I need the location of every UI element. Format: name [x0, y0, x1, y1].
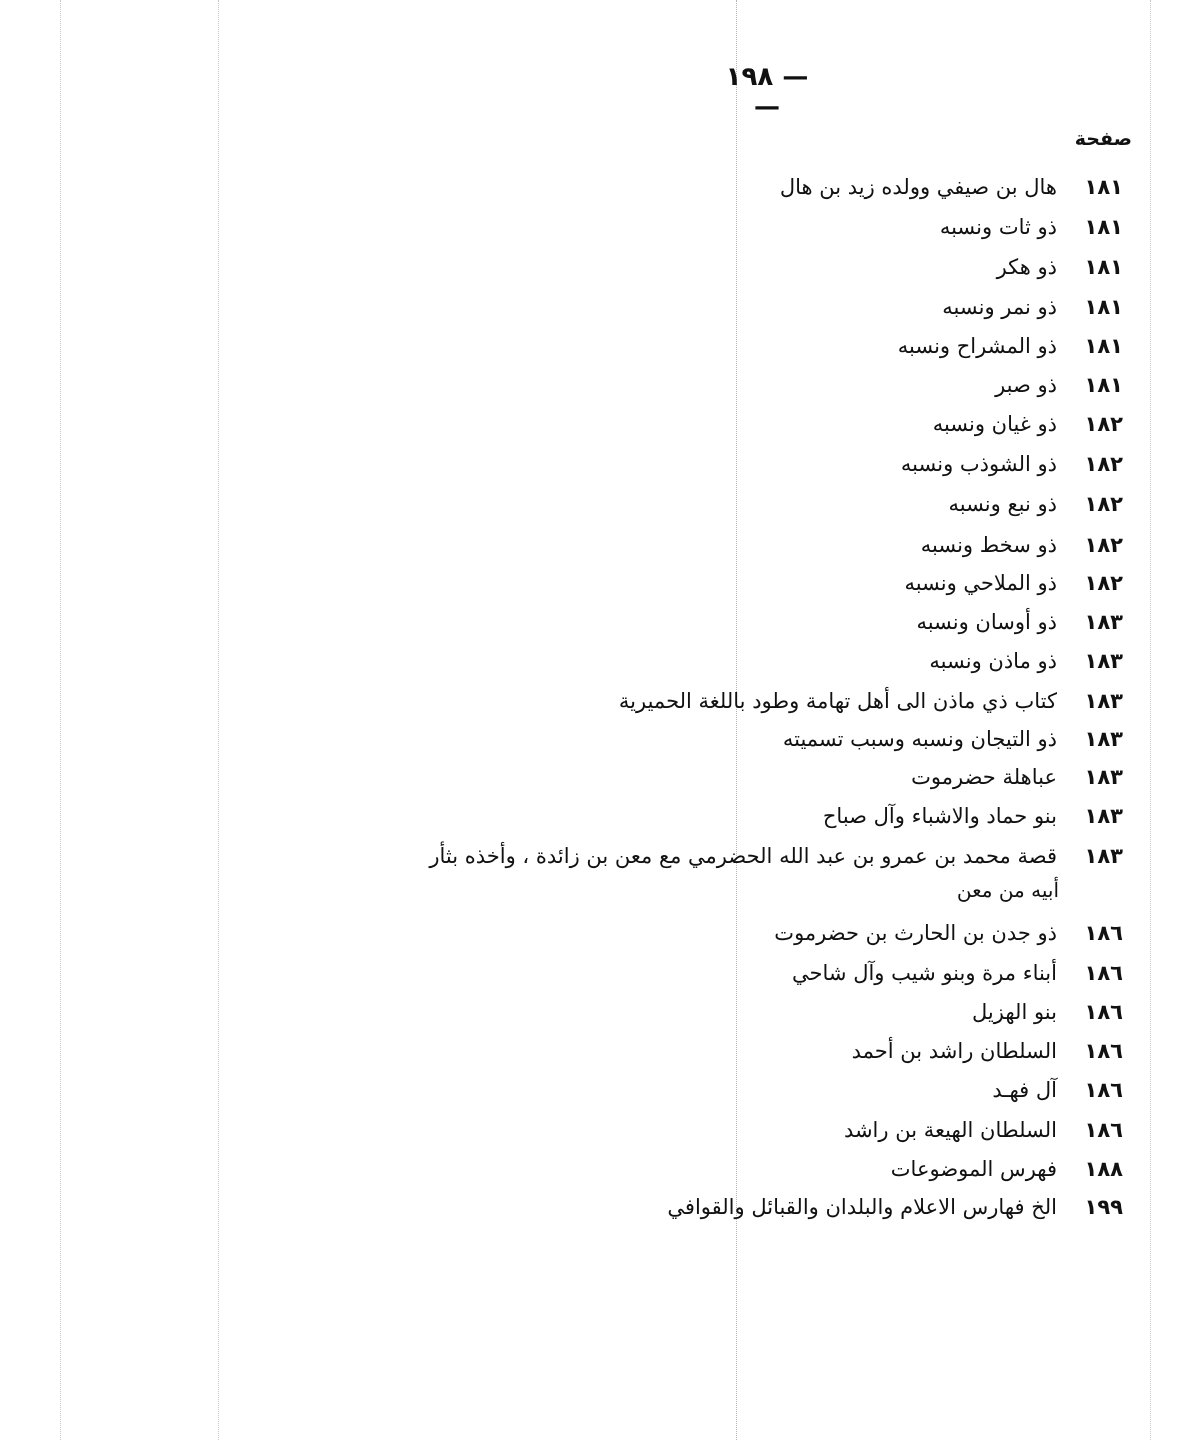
toc-page-number: ١٨٢	[1084, 451, 1123, 476]
toc-entry	[921, 524, 1123, 564]
toc-entry-title: فهرس الموضوعات	[890, 1156, 1057, 1181]
toc-entry	[911, 756, 1123, 796]
toc-entry	[898, 325, 1123, 365]
toc-entry-title: ذو سخط ونسبه	[920, 532, 1057, 557]
toc-entry-title: ذو ماذن ونسبه	[929, 648, 1057, 673]
toc-entry	[844, 1109, 1123, 1149]
toc-entry-title: الخ فهارس الاعلام والبلدان والقبائل والقوافي	[667, 1194, 1057, 1219]
toc-entry-title: ذو نمر ونسبه	[942, 294, 1057, 319]
toc-page-number: ١٨٢	[1084, 411, 1123, 436]
toc-page-number: ١٨١	[1084, 174, 1123, 199]
toc-entry-continuation: أبيه من معن	[956, 878, 1059, 902]
toc-entry-title: ذو هكر	[996, 254, 1057, 279]
toc-entry	[948, 483, 1123, 523]
toc-entry	[783, 718, 1123, 758]
toc-entry	[852, 1030, 1123, 1070]
toc-entry	[891, 1148, 1123, 1188]
toc-entry	[780, 166, 1123, 206]
toc-entry	[940, 206, 1123, 246]
toc-page-number: ١٨٣	[1084, 648, 1123, 673]
toc-page-number: ١٨٣	[1084, 726, 1123, 751]
toc-entry	[901, 443, 1123, 483]
toc-entry-title: ذو المشراح ونسبه	[897, 333, 1057, 358]
toc-page-number: ١٨٦	[1084, 1077, 1123, 1102]
toc-page-number: ١٨٦	[1084, 920, 1123, 945]
toc-page-number: ١٨٦	[1084, 960, 1123, 985]
toc-entry-title: ذو التيجان ونسبه وسبب تسميته	[782, 726, 1057, 751]
toc-page-number: ١٨١	[1084, 294, 1123, 319]
toc-entry	[929, 640, 1123, 680]
toc-entry	[904, 562, 1123, 602]
toc-entry	[942, 286, 1123, 326]
toc-entry-title: أبناء مرة وبنو شيب وآل شاحي	[792, 960, 1057, 985]
toc-entry-title: بنو الهزيل	[972, 999, 1057, 1024]
toc-entry-title: ذو صبر	[995, 372, 1057, 397]
toc-page-number: ١٨٣	[1084, 688, 1123, 713]
toc-entry	[792, 952, 1123, 992]
toc-entry-title: قصة محمد بن عمرو بن عبد الله الحضرمي مع معن بن زائدة ، وأخذه بثأر	[429, 843, 1057, 868]
toc-page-number: ١٩٩	[1084, 1194, 1123, 1219]
toc-page-number: ١٨٣	[1084, 764, 1123, 789]
toc-entry-title: ذو أوسان ونسبه	[916, 609, 1057, 634]
toc-entry	[995, 364, 1123, 404]
toc-entry-title: عباهلة حضرموت	[911, 764, 1057, 789]
toc-entry	[997, 246, 1123, 286]
toc-page-number: ١٨١	[1084, 254, 1123, 279]
toc-entry-title: ذو الملاحي ونسبه	[904, 570, 1057, 595]
toc-entry	[823, 795, 1123, 835]
toc-entry	[667, 1186, 1123, 1226]
toc-page-number: ١٨٦	[1084, 1038, 1123, 1063]
scan-guide-line	[60, 0, 61, 1440]
toc-entry-title: ذو ثات ونسبه	[939, 214, 1057, 239]
toc-entry	[774, 912, 1123, 952]
page-number: — ١٩٨ —	[725, 62, 809, 122]
toc-page-number: ١٨٣	[1084, 803, 1123, 828]
toc-entry	[933, 403, 1123, 443]
toc-entry-title: ذو نبع ونسبه	[948, 491, 1057, 516]
toc-entry-title: هال بن صيفي وولده زيد بن هال	[779, 174, 1057, 199]
toc-entry-title: ذو الشوذب ونسبه	[900, 451, 1057, 476]
toc-page-number: ١٨٣	[1084, 609, 1123, 634]
toc-page-number: ١٨١	[1084, 372, 1123, 397]
toc-entry	[972, 991, 1123, 1031]
toc-entry-title: السلطان راشد بن أحمد	[851, 1038, 1057, 1063]
page-column-header: صفحة	[1074, 128, 1132, 150]
scan-guide-line	[1150, 0, 1151, 1440]
toc-page-number: ١٨٢	[1084, 532, 1123, 557]
toc-entry	[429, 835, 1123, 875]
toc-entry	[619, 680, 1123, 720]
toc-page-number: ١٨١	[1084, 214, 1123, 239]
toc-page-number: ١٨٨	[1084, 1156, 1123, 1181]
toc-page-number: ١٨٦	[1084, 1117, 1123, 1142]
toc-entry-title: ذو جدن بن الحارث بن حضرموت	[774, 920, 1057, 945]
toc-entry-title: بنو حماد والاشباء وآل صباح	[822, 803, 1057, 828]
toc-entry-title: ذو غيان ونسبه	[932, 411, 1057, 436]
toc-entry	[992, 1069, 1123, 1109]
toc-entry-title: آل فهـد	[992, 1077, 1057, 1102]
toc-entry-title: السلطان الهيعة بن راشد	[843, 1117, 1057, 1142]
toc-page-number: ١٨١	[1084, 333, 1123, 358]
toc-page-number: ١٨٢	[1084, 570, 1123, 595]
toc-page-number: ١٨٣	[1084, 843, 1123, 868]
scan-guide-line	[218, 0, 219, 1440]
toc-page-number: ١٨٦	[1084, 999, 1123, 1024]
toc-entry-title: كتاب ذي ماذن الى أهل تهامة وطود باللغة الحميرية	[618, 688, 1057, 713]
toc-entry	[916, 601, 1123, 641]
toc-page-number: ١٨٢	[1084, 491, 1123, 516]
